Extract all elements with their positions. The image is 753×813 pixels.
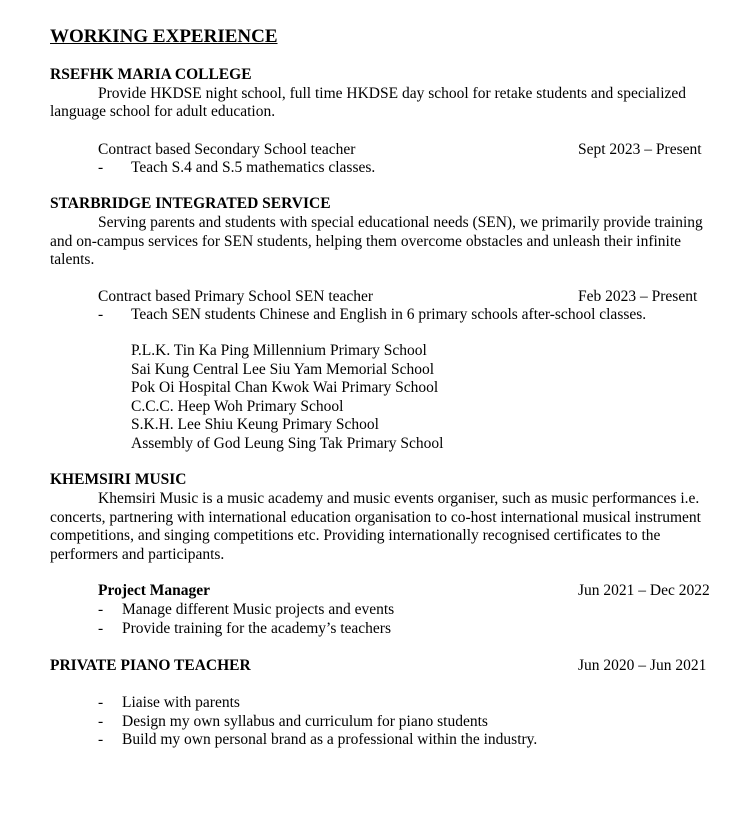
bullet-text: Teach S.4 and S.5 mathematics classes. xyxy=(131,159,376,176)
org-desc-line: Provide HKDSE night school, full time HKDSE day school for retake students and specialized xyxy=(98,85,687,102)
org-desc-line: Khemsiri Music is a music academy and music events organiser, such as music performances i.e. xyxy=(98,490,700,507)
bullet-dash: - xyxy=(98,306,104,323)
school-item: Assembly of God Leung Sing Tak Primary School xyxy=(131,435,444,452)
org-name-piano: PRIVATE PIANO TEACHER xyxy=(50,657,251,674)
org-name-starbridge: STARBRIDGE INTEGRATED SERVICE xyxy=(50,195,331,212)
section-title: WORKING EXPERIENCE xyxy=(50,26,278,47)
bullet-text: Manage different Music projects and events xyxy=(122,601,395,618)
org-name-rsefhk: RSEFHK MARIA COLLEGE xyxy=(50,66,252,83)
school-item: C.C.C. Heep Woh Primary School xyxy=(131,398,344,415)
org-desc-line: talents. xyxy=(50,251,95,268)
job-date: Sept 2023 – Present xyxy=(578,141,702,158)
job-role: Project Manager xyxy=(98,582,211,599)
job-date: Jun 2020 – Jun 2021 xyxy=(578,657,707,674)
org-desc-line: competitions, and singing competitions etc. Providing internationally recognised certificates to the xyxy=(50,527,661,544)
bullet-dash: - xyxy=(98,620,104,637)
bullet-text: Teach SEN students Chinese and English in 6 primary schools after-school classes. xyxy=(131,306,647,323)
org-desc-line: language school for adult education. xyxy=(50,103,276,120)
org-desc-line: Serving parents and students with special educational needs (SEN), we primarily provide training xyxy=(98,214,703,231)
bullet-text: Provide training for the academy’s teachers xyxy=(122,620,391,637)
org-desc-line: and on-campus services for SEN students, helping them overcome obstacles and unleash their infinite xyxy=(50,233,682,250)
job-date: Feb 2023 – Present xyxy=(578,288,698,305)
job-role: Contract based Primary School SEN teacher xyxy=(98,288,374,305)
org-desc-line: concerts, partnering with international education organisation to co-host international musical instrument xyxy=(50,509,701,526)
school-item: P.L.K. Tin Ka Ping Millennium Primary School xyxy=(131,342,427,359)
org-desc-line: performers and participants. xyxy=(50,546,225,563)
bullet-text: Build my own personal brand as a professional within the industry. xyxy=(122,731,538,748)
bullet-dash: - xyxy=(98,731,104,748)
job-role: Contract based Secondary School teacher xyxy=(98,141,356,158)
school-item: S.K.H. Lee Shiu Keung Primary School xyxy=(131,416,379,433)
bullet-dash: - xyxy=(98,713,104,730)
bullet-dash: - xyxy=(98,159,104,176)
job-date: Jun 2021 – Dec 2022 xyxy=(578,582,710,599)
bullet-text: Design my own syllabus and curriculum for piano students xyxy=(122,713,488,730)
school-item: Pok Oi Hospital Chan Kwok Wai Primary School xyxy=(131,379,439,396)
bullet-text: Liaise with parents xyxy=(122,694,240,711)
bullet-dash: - xyxy=(98,694,104,711)
bullet-dash: - xyxy=(98,601,104,618)
org-name-khemsiri: KHEMSIRI MUSIC xyxy=(50,471,187,488)
school-item: Sai Kung Central Lee Siu Yam Memorial School xyxy=(131,361,435,378)
